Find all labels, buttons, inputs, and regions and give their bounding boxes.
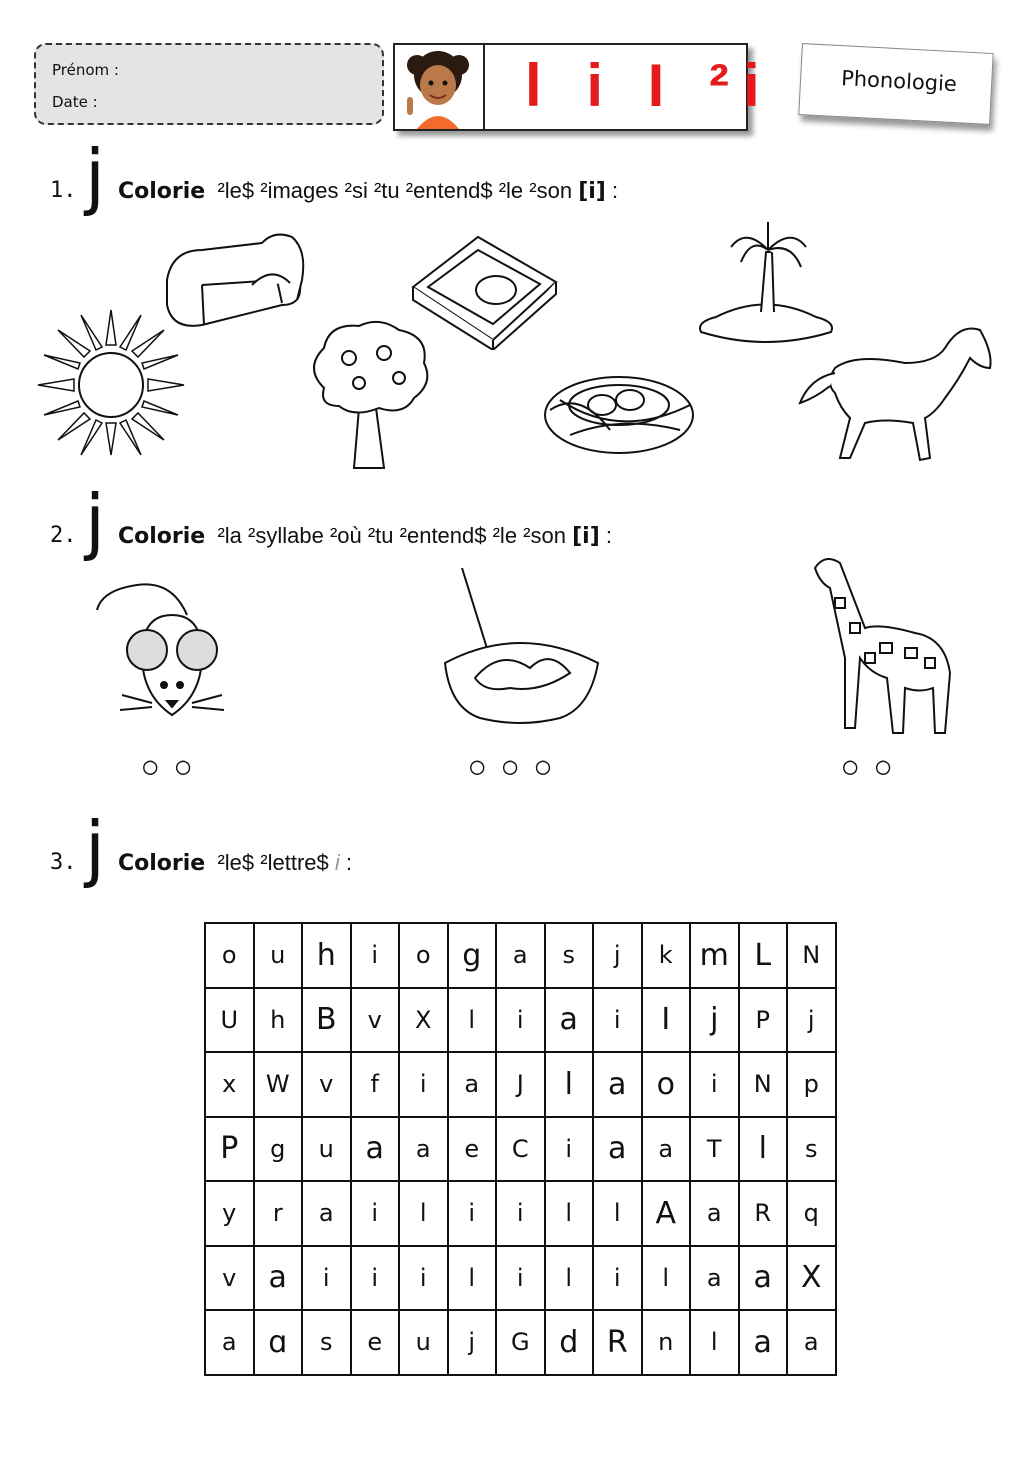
grid-cell[interactable]: B	[302, 988, 351, 1053]
grid-cell[interactable]: a	[593, 1052, 642, 1117]
nest-icon[interactable]	[540, 360, 698, 460]
grid-cell[interactable]: i	[545, 1117, 594, 1182]
exercise-number: 3.	[50, 850, 77, 875]
grid-row	[205, 1052, 836, 1117]
grid-cell[interactable]: s	[545, 923, 594, 988]
syllable-circles-giraffe[interactable]: ○ ○	[843, 752, 893, 780]
grid-cell[interactable]: R	[593, 1310, 642, 1375]
grid-cell[interactable]: a	[302, 1181, 351, 1246]
grid-cell[interactable]: i	[496, 1181, 545, 1246]
grid-cell[interactable]: p	[787, 1052, 836, 1117]
pencil-glyph-icon: j	[85, 134, 106, 218]
grid-cell[interactable]: I	[642, 988, 691, 1053]
grid-cell[interactable]: X	[399, 988, 448, 1053]
grid-cell[interactable]: a	[690, 1181, 739, 1246]
grid-cell[interactable]: e	[351, 1310, 400, 1375]
grid-row	[205, 1117, 836, 1182]
grid-cell[interactable]: P	[205, 1117, 254, 1182]
instruction-letter: i	[334, 850, 340, 875]
giraffe-icon[interactable]	[805, 548, 955, 736]
spaghetti-icon[interactable]	[440, 568, 602, 728]
grid-cell[interactable]: i	[448, 1181, 497, 1246]
grid-cell[interactable]: j	[448, 1310, 497, 1375]
instruction-verb: Colorie	[118, 179, 206, 204]
grid-cell[interactable]: i	[593, 988, 642, 1053]
pencil-glyph-icon: j	[85, 479, 106, 563]
mouse-icon[interactable]	[92, 575, 244, 725]
grid-cell[interactable]: a	[690, 1246, 739, 1311]
grid-cell[interactable]: u	[254, 923, 303, 988]
grid-cell[interactable]: o	[205, 923, 254, 988]
grid-cell[interactable]: l	[545, 1246, 594, 1311]
grid-cell[interactable]: a	[739, 1310, 788, 1375]
grid-cell[interactable]: v	[205, 1246, 254, 1311]
grid-row	[205, 923, 836, 988]
instruction-verb: Colorie	[118, 524, 206, 549]
grid-cell[interactable]: P	[739, 988, 788, 1053]
grid-cell[interactable]: a	[593, 1117, 642, 1182]
letter-grid	[204, 922, 837, 1376]
grid-cell[interactable]: T	[690, 1117, 739, 1182]
grid-cell[interactable]: j	[690, 988, 739, 1053]
grid-cell[interactable]: k	[642, 923, 691, 988]
pencil-glyph-icon: j	[85, 806, 106, 890]
armchair-icon[interactable]	[162, 225, 307, 337]
grid-cell[interactable]: a	[448, 1052, 497, 1117]
title-box	[393, 43, 774, 131]
grid-cell[interactable]: r	[254, 1181, 303, 1246]
grid-cell[interactable]: v	[302, 1052, 351, 1117]
grid-cell[interactable]: J	[496, 1052, 545, 1117]
exercise-number: 2.	[50, 523, 77, 548]
grid-cell[interactable]: g	[448, 923, 497, 988]
grid-cell[interactable]: a	[545, 988, 594, 1053]
grid-cell[interactable]: g	[254, 1117, 303, 1182]
instruction-body: ²la ²syllabe ²où ²tu ²entend$ ²le ²son	[217, 523, 566, 548]
grid-cell[interactable]: i	[399, 1246, 448, 1311]
instruction-colon: :	[611, 178, 619, 203]
instruction-text	[118, 178, 618, 204]
name-date-box	[34, 43, 384, 125]
grid-cell[interactable]: i	[302, 1246, 351, 1311]
grid-cell[interactable]: C	[496, 1117, 545, 1182]
grid-cell[interactable]: f	[351, 1052, 400, 1117]
grid-cell[interactable]: q	[787, 1181, 836, 1246]
grid-cell[interactable]: v	[351, 988, 400, 1053]
grid-cell[interactable]: e	[448, 1117, 497, 1182]
grid-cell[interactable]: u	[399, 1310, 448, 1375]
grid-cell[interactable]: l	[690, 1310, 739, 1375]
grid-cell[interactable]: i	[690, 1052, 739, 1117]
grid-cell[interactable]: W	[254, 1052, 303, 1117]
grid-cell[interactable]: l	[642, 1246, 691, 1311]
grid-cell[interactable]: l	[593, 1181, 642, 1246]
instruction-body: ²le$ ²images ²si ²tu ²entend$ ²le ²son	[217, 178, 573, 203]
grid-cell[interactable]: N	[787, 923, 836, 988]
grid-cell[interactable]: l	[448, 1246, 497, 1311]
grid-cell[interactable]: i	[351, 1246, 400, 1311]
grid-cell[interactable]: a	[399, 1117, 448, 1182]
instruction-sound: [i]	[578, 179, 606, 204]
grid-cell[interactable]: h	[254, 988, 303, 1053]
grid-cell[interactable]: U	[205, 988, 254, 1053]
grid-cell[interactable]: o	[399, 923, 448, 988]
grid-row	[205, 1246, 836, 1311]
subject-tag	[798, 43, 994, 125]
grid-cell[interactable]: a	[642, 1117, 691, 1182]
first-name-label: Prénom :	[52, 61, 119, 79]
grid-cell[interactable]: m	[690, 923, 739, 988]
grid-cell[interactable]: l	[448, 988, 497, 1053]
grid-cell[interactable]: a	[351, 1117, 400, 1182]
grid-cell[interactable]: n	[642, 1310, 691, 1375]
grid-cell[interactable]: l	[545, 1052, 594, 1117]
syllable-circles-mouse[interactable]: ○ ○	[143, 752, 193, 780]
instruction-colon: :	[605, 523, 612, 548]
grid-cell[interactable]: N	[739, 1052, 788, 1117]
grid-cell[interactable]: d	[545, 1310, 594, 1375]
grid-cell[interactable]: ɑ	[254, 1310, 303, 1375]
exercise-number: 1.	[50, 178, 77, 203]
grid-row	[205, 1181, 836, 1246]
grid-cell[interactable]: i	[593, 1246, 642, 1311]
grid-row	[205, 1310, 836, 1375]
grid-cell[interactable]: a	[496, 923, 545, 988]
grid-cell[interactable]: l	[399, 1181, 448, 1246]
grid-cell[interactable]: x	[205, 1052, 254, 1117]
grid-cell[interactable]: A	[642, 1181, 691, 1246]
date-label: Date :	[52, 93, 98, 111]
grid-cell[interactable]: a	[205, 1310, 254, 1375]
grid-cell[interactable]: G	[496, 1310, 545, 1375]
instruction-text	[118, 850, 352, 876]
grid-cell[interactable]: a	[254, 1246, 303, 1311]
grid-cell[interactable]: i	[351, 923, 400, 988]
grid-cell[interactable]: L	[739, 923, 788, 988]
instruction-verb: Colorie	[118, 851, 206, 876]
grid-cell[interactable]: R	[739, 1181, 788, 1246]
grid-cell[interactable]: i	[351, 1181, 400, 1246]
grid-cell[interactable]: i	[496, 1246, 545, 1311]
grid-cell[interactable]: j	[787, 988, 836, 1053]
horse-icon[interactable]	[795, 318, 995, 463]
grid-row	[205, 988, 836, 1053]
grid-cell[interactable]: h	[302, 923, 351, 988]
girl-avatar-icon	[395, 45, 485, 129]
grid-cell[interactable]: l	[545, 1181, 594, 1246]
subject-label: Phonologie	[840, 66, 958, 97]
book-icon[interactable]	[408, 232, 560, 350]
instruction-colon: :	[345, 850, 353, 875]
grid-cell[interactable]: j	[593, 923, 642, 988]
grid-cell[interactable]: i	[496, 988, 545, 1053]
grid-cell[interactable]: o	[642, 1052, 691, 1117]
grid-cell[interactable]: u	[302, 1117, 351, 1182]
grid-cell[interactable]: y	[205, 1181, 254, 1246]
instruction-sound: [i]	[572, 524, 600, 549]
grid-cell[interactable]: l	[739, 1117, 788, 1182]
grid-cell[interactable]: s	[787, 1117, 836, 1182]
instruction-body: ²le$ ²lettre$	[217, 850, 329, 875]
instruction-text	[118, 523, 612, 549]
page-title: l i I ²i	[525, 52, 774, 119]
syllable-circles-spaghetti[interactable]: ○ ○ ○	[470, 752, 553, 780]
grid-cell[interactable]: X	[787, 1246, 836, 1311]
grid-cell[interactable]: i	[399, 1052, 448, 1117]
grid-cell[interactable]: a	[787, 1310, 836, 1375]
grid-cell[interactable]: s	[302, 1310, 351, 1375]
grid-cell[interactable]: a	[739, 1246, 788, 1311]
